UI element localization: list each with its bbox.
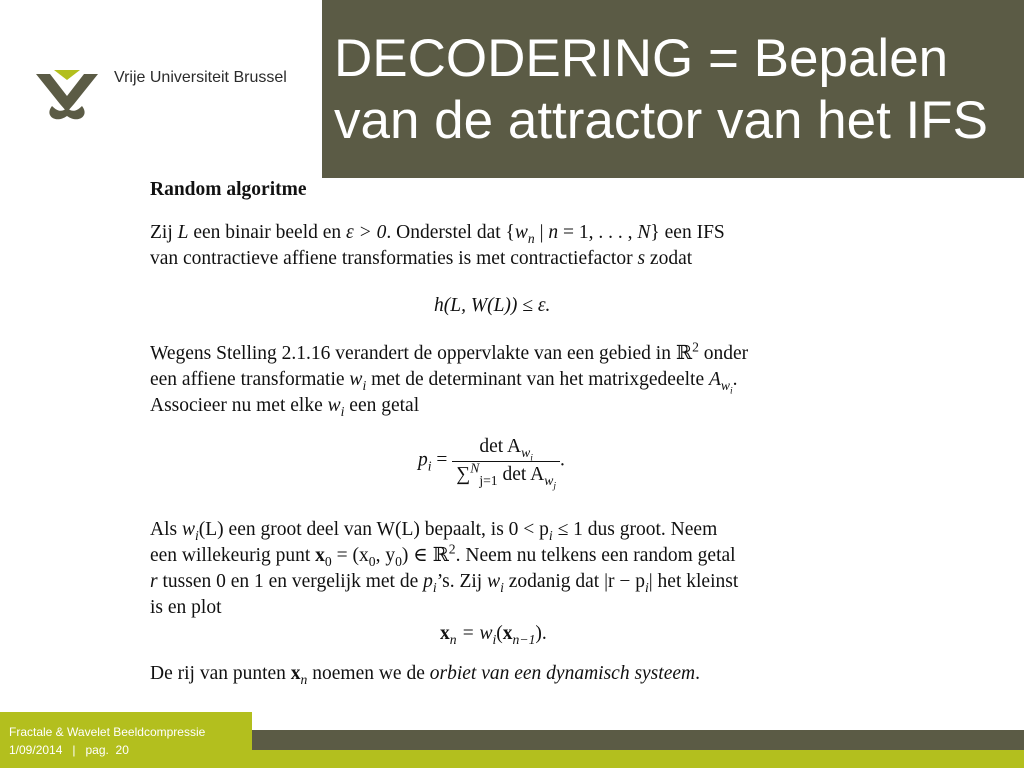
vub-logo-icon (34, 68, 100, 124)
footer-date-page: 1/09/2014 | pag. 20 (9, 743, 129, 757)
paragraph-3-line-4: is en plot (150, 597, 222, 618)
title-line-1: DECODERING = Bepalen (334, 29, 949, 88)
paragraph-2-line-2: een affiene transformatie $w_i$ met de determinant van het matrixgedeelte $A_{w_i}$. (150, 369, 738, 397)
paragraph-3-line-3: r tussen 0 en 1 en vergelijk met de $p_i’s$. Zij $w_i$ zodanig dat $|r - p_i|$ het kleinst (150, 571, 739, 595)
footer-text (9, 723, 205, 759)
paragraph-2-line-3: Associeer nu met elke $w_i$ een getal (150, 395, 420, 419)
section-heading: Random algoritme (150, 179, 307, 200)
university-logo (34, 68, 304, 128)
logo-text: Vrije Universiteit Brussel (114, 69, 287, 86)
equation-3: $x_n = w_i(x_{n-1})$. (440, 623, 547, 647)
paragraph-3-line-1: Als $w_i(L)$ een groot deel van W(L) bepaalt, is $0 < p_i \le 1$ dus groot. Neem (150, 519, 718, 543)
title-banner (322, 0, 1024, 178)
paragraph-1-line-1: Zij L een binair beeld en ε > 0. Onderstel dat {$w_n$ | n = 1, . . . , N} een IFS (150, 222, 725, 246)
equation-1: h(L, W(L)) ≤ ε. (434, 295, 551, 316)
page-title (334, 28, 1019, 152)
paragraph-3-line-2: een willekeurig punt $x_0 = (x_0$, $y_0$) ∈ ℝ$^2$. Neem nu telkens een random getal (150, 541, 736, 569)
equation-2: $p_i$ = $\frac{\det A_{w_i}}{\sum^N_{j=1} \det A_{w_j}}$ . (418, 436, 565, 492)
paragraph-2-line-1: Wegens Stelling 2.1.16 verandert de oppervlakte van een gebied in ℝ$^2$ onder (150, 339, 749, 364)
title-line-2: van de attractor van het IFS (334, 91, 989, 150)
probability-fraction: $\frac{\det A_{w_i}}{\sum^N_{j=1} \det A_{w_j}}$ (452, 436, 560, 486)
footer-course-title: Fractale & Wavelet Beeldcompressie (9, 725, 206, 739)
paragraph-4: De rij van punten $x_n$ noemen we de orbiet van een dynamisch systeem. (150, 663, 700, 687)
paragraph-1-line-2: van contractieve affiene transformaties is met contractiefactor s zodat (150, 248, 693, 269)
